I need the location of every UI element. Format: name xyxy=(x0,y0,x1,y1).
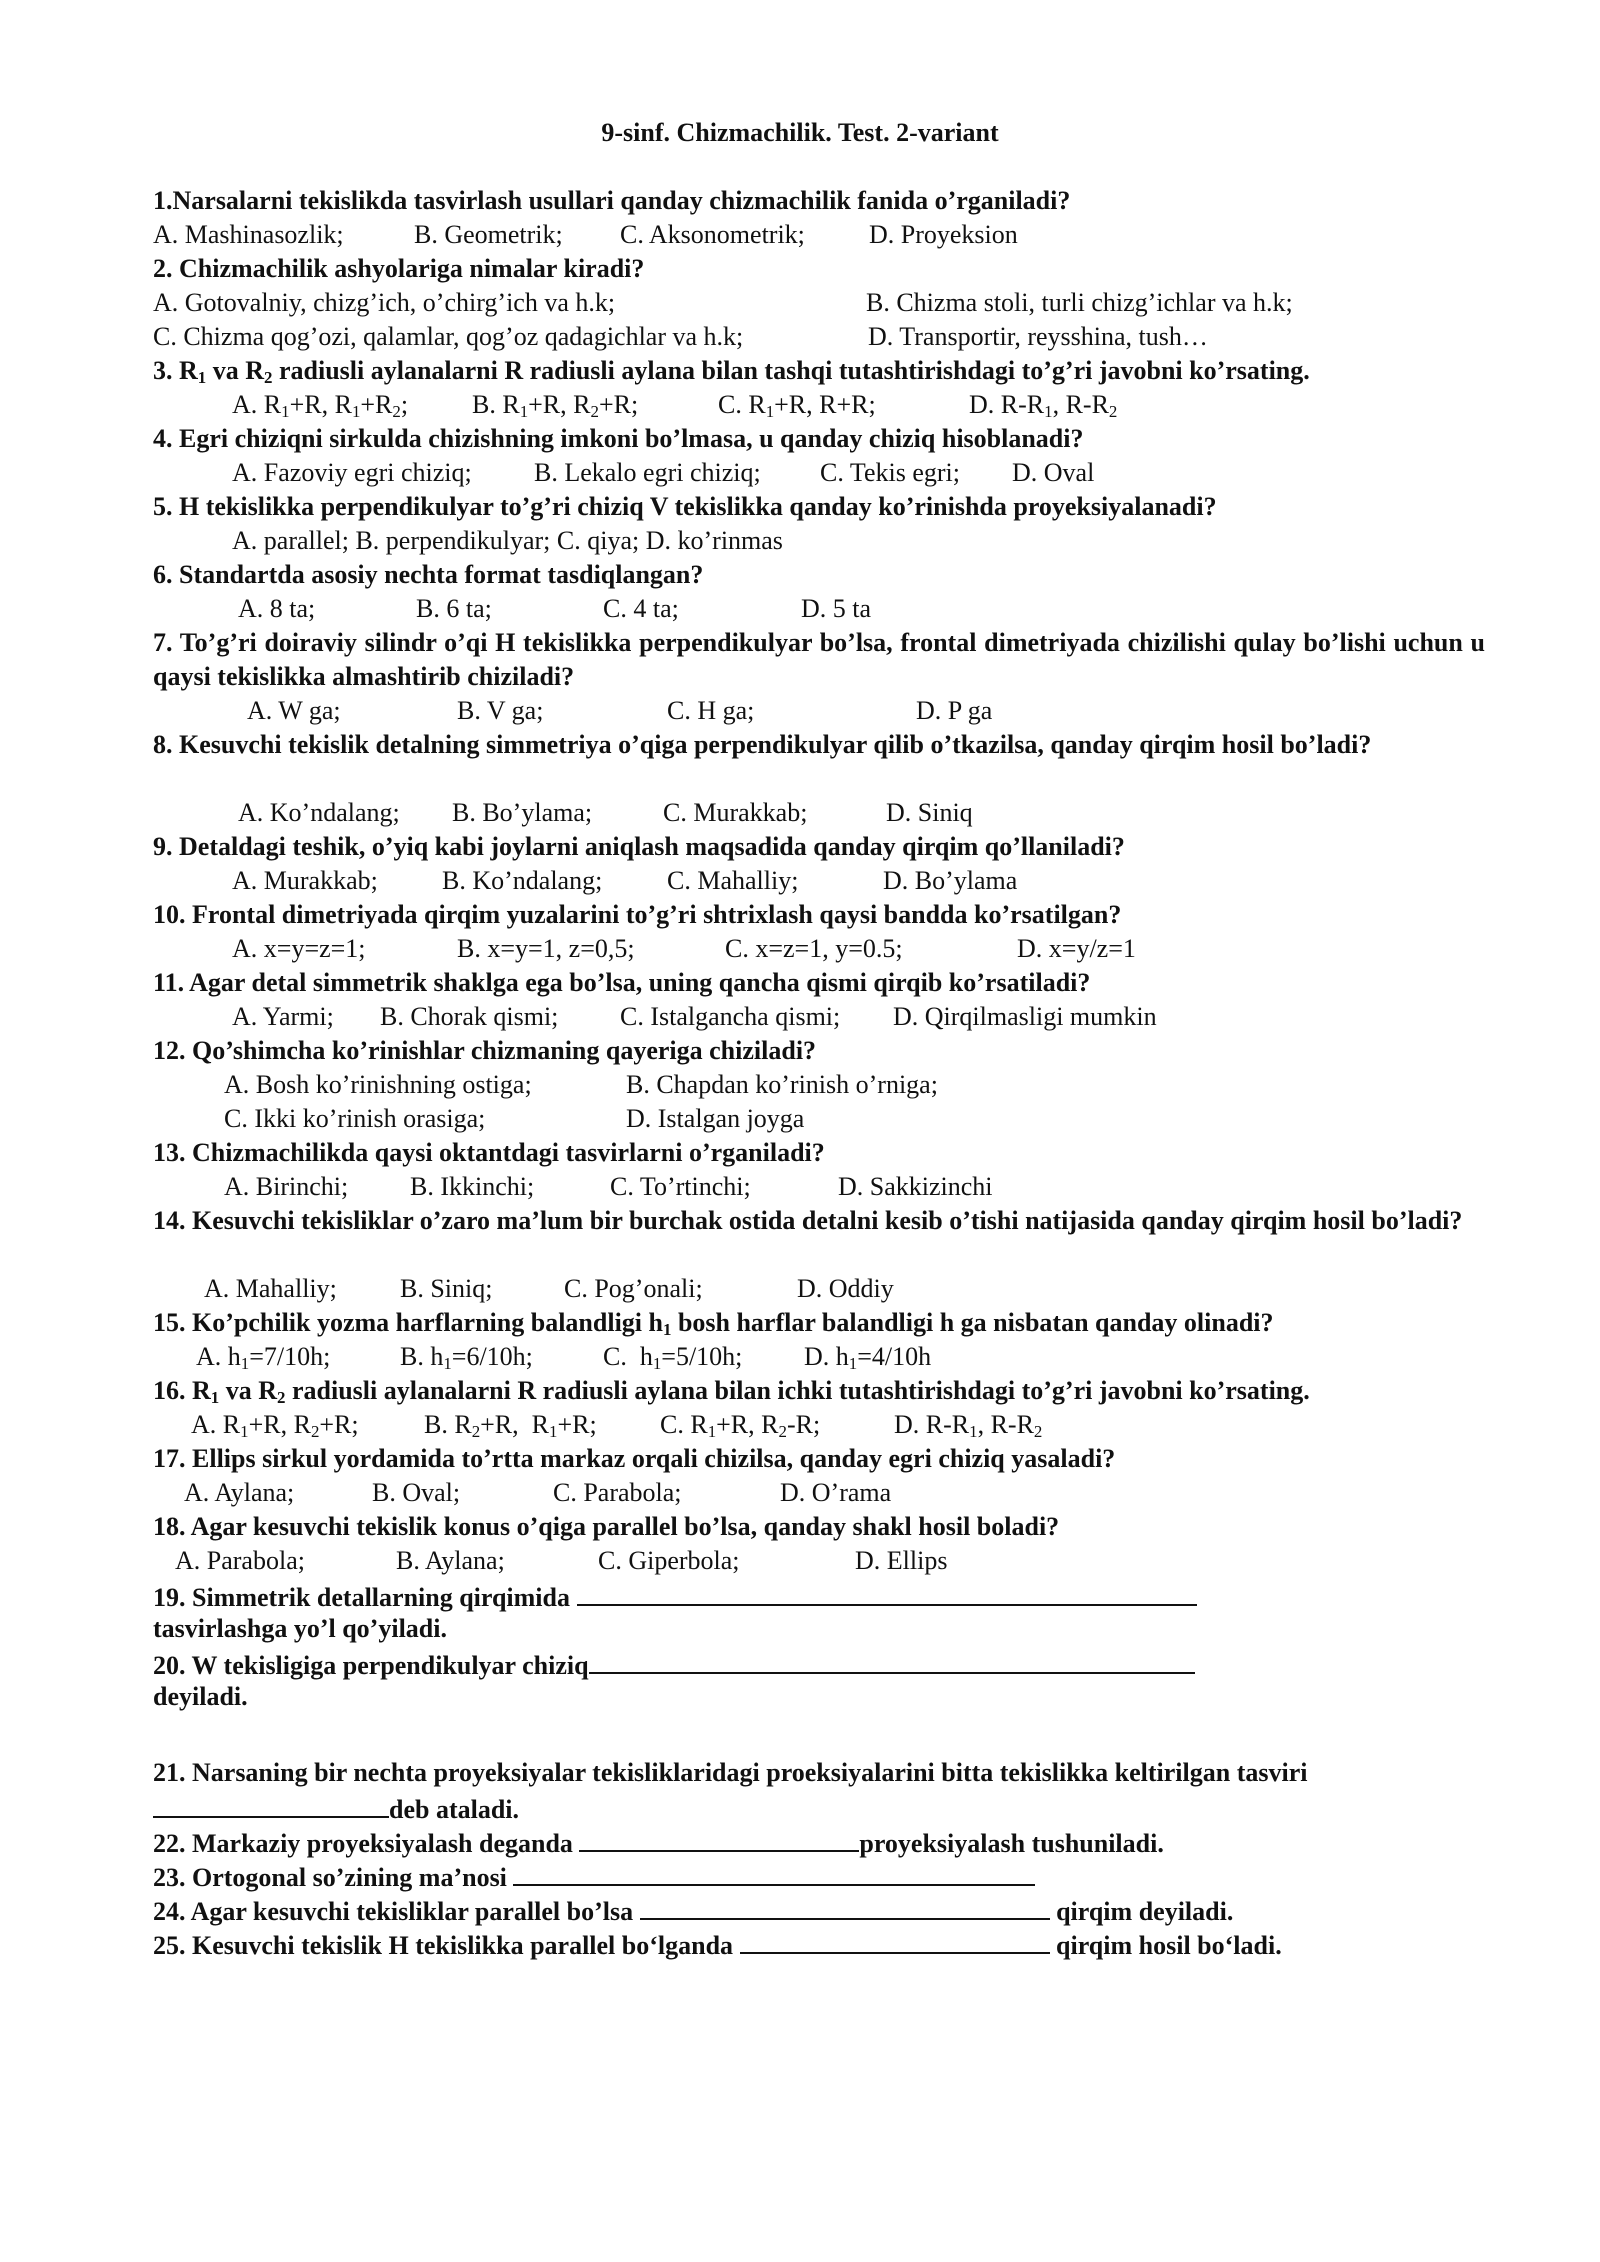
q1-option-d: D. Proyeksion xyxy=(869,220,1018,249)
q2-option-a: A. Gotovalniy, chizg’ich, o’chirg’ich va h.k; xyxy=(153,288,616,317)
q6-option-a: A. 8 ta; xyxy=(238,594,316,623)
q7-option-a: A. W ga; xyxy=(247,696,341,725)
question-16: 16. $R_1$ va $R_2$ radiusli aylanalarni R radiusli aylana bilan ichki tutashtirishdagi to’g’ri javobni ko’rsating. xyxy=(153,1376,1310,1408)
q17-option-c: C. Parabola; xyxy=(553,1478,682,1507)
question-23: 23. Ortogonal so’zining ma’nosi xyxy=(153,1858,1035,1895)
q9-option-d: D. Bo’ylama xyxy=(883,866,1018,895)
question-25: 25. Kesuvchi tekislik H tekislikka parallel bo‘lganda qirqim hosil bo‘ladi. xyxy=(153,1926,1282,1963)
q2-option-b: B. Chizma stoli, turli chizg’ichlar va h.k; xyxy=(866,288,1293,317)
question-7: 7. To’g’ri doiraviy silindr o’qi H tekislikka perpendikulyar bo’lsa, frontal dimetriyada chizilishi qulay bo’lishi uchun u qaysi tekislikka almashtirib chiziladi? xyxy=(153,628,1485,691)
answer-blank-22[interactable] xyxy=(579,1824,859,1852)
q11-option-c: C. Istalgancha qismi; xyxy=(620,1002,841,1031)
q15-option-c: C. $h_1=5/10h$; xyxy=(603,1342,743,1374)
q12-option-d: D. Istalgan joyga xyxy=(626,1104,805,1133)
question-14: 14. Kesuvchi tekisliklar o’zaro ma’lum bir burchak ostida detalni kesib o’tishi natijasida qanday qirqim hosil bo’ladi? xyxy=(153,1206,1463,1235)
q16-option-d: D. $R-R_1$, $R-R_2$ xyxy=(894,1410,1043,1442)
question-13: 13. Chizmachilikda qaysi oktantdagi tasvirlarni o’rganiladi? xyxy=(153,1138,825,1167)
answer-blank-25[interactable] xyxy=(740,1926,1050,1954)
page-title: 9-sinf. Chizmachilik. Test. 2-variant xyxy=(601,118,999,147)
q2-option-c: C. Chizma qog’ozi, qalamlar, qog’oz qadagichlar va h.k; xyxy=(153,322,744,351)
q3-option-a: A. $R_1+R$, $R_1+R_2$; xyxy=(232,390,409,422)
q9-option-a: A. Murakkab; xyxy=(232,866,378,895)
q4-option-b: B. Lekalo egri chiziq; xyxy=(534,458,761,487)
q4-option-c: C. Tekis egri; xyxy=(820,458,960,487)
question-21-cont: deb ataladi. xyxy=(153,1790,519,1827)
q7-option-c: C. H ga; xyxy=(667,696,755,725)
q17-option-a: A. Aylana; xyxy=(184,1478,295,1507)
q14-option-c: C. Pog’onali; xyxy=(564,1274,703,1303)
question-19-cont: tasvirlashga yo’l qo’yiladi. xyxy=(153,1614,447,1643)
question-8: 8. Kesuvchi tekislik detalning simmetriya o’qiga perpendikulyar qilib o’tkazilsa, qanday qirqim hosil bo’ladi? xyxy=(153,730,1372,759)
q4-option-a: A. Fazoviy egri chiziq; xyxy=(232,458,472,487)
q12-option-a: A. Bosh ko’rinishning ostiga; xyxy=(224,1070,532,1099)
answer-blank-24[interactable] xyxy=(640,1892,1050,1920)
answer-blank-23[interactable] xyxy=(513,1858,1035,1886)
question-11: 11. Agar detal simmetrik shaklga ega bo’lsa, uning qancha qismi qirqib ko’rsatiladi? xyxy=(153,968,1091,997)
q18-option-b: B. Aylana; xyxy=(396,1546,505,1575)
q11-option-b: B. Chorak qismi; xyxy=(380,1002,559,1031)
question-10: 10. Frontal dimetriyada qirqim yuzalarini to’g’ri shtrixlash qaysi bandda ko’rsatilgan? xyxy=(153,900,1122,929)
q15-option-a: A. $h_1=7/10h$; xyxy=(196,1342,331,1374)
q13-option-b: B. Ikkinchi; xyxy=(410,1172,535,1201)
q4-option-d: D. Oval xyxy=(1012,458,1095,487)
q6-option-c: C. 4 ta; xyxy=(603,594,679,623)
q13-option-a: A. Birinchi; xyxy=(224,1172,349,1201)
q8-option-c: C. Murakkab; xyxy=(663,798,808,827)
q13-option-c: C. To’rtinchi; xyxy=(610,1172,751,1201)
question-19: 19. Simmetrik detallarning qirqimida xyxy=(153,1578,1197,1615)
q10-option-d: D. x=y/z=1 xyxy=(1017,934,1136,963)
q3-option-c: C. $R_1+R$, R+R; xyxy=(718,390,876,422)
q6-option-d: D. 5 ta xyxy=(801,594,872,623)
question-20-cont: deyiladi. xyxy=(153,1682,248,1711)
answer-blank-19[interactable] xyxy=(577,1578,1197,1606)
q10-option-b: B. x=y=1, z=0,5; xyxy=(457,934,635,963)
question-4: 4. Egri chiziqni sirkulda chizishning imkoni bo’lmasa, u qanday chiziq hisoblanadi? xyxy=(153,424,1084,453)
q18-option-c: C. Giperbola; xyxy=(598,1546,740,1575)
answer-blank-21[interactable] xyxy=(153,1790,389,1818)
question-15: 15. Ko’pchilik yozma harflarning balandligi $h_1$ bosh harflar balandligi h ga nisbatan qanday olinadi? xyxy=(153,1308,1274,1340)
q1-option-c: C. Aksonometrik; xyxy=(620,220,805,249)
q3-option-d: D. $R-R_1$, $R-R_2$ xyxy=(969,390,1118,422)
q10-option-c: C. x=z=1, y=0.5; xyxy=(725,934,903,963)
q3-option-b: B. $R_1+R$, $R_2+R$; xyxy=(472,390,639,422)
q9-option-c: C. Mahalliy; xyxy=(667,866,799,895)
q18-option-a: A. Parabola; xyxy=(175,1546,305,1575)
q11-option-a: A. Yarmi; xyxy=(232,1002,334,1031)
q12-option-b: B. Chapdan ko’rinish o’rniga; xyxy=(626,1070,938,1099)
question-2: 2. Chizmachilik ashyolariga nimalar kiradi? xyxy=(153,254,645,283)
q17-option-d: D. O’rama xyxy=(780,1478,892,1507)
q14-option-b: B. Siniq; xyxy=(400,1274,493,1303)
q16-option-c: C. $R_1+R$, $R_2-R$; xyxy=(660,1410,821,1442)
question-6: 6. Standartda asosiy nechta format tasdiqlangan? xyxy=(153,560,704,589)
q10-option-a: A. x=y=z=1; xyxy=(232,934,366,963)
q13-option-d: D. Sakkizinchi xyxy=(838,1172,993,1201)
q8-option-b: B. Bo’ylama; xyxy=(452,798,593,827)
question-22: 22. Markaziy proyeksiyalash deganda proyeksiyalash tushuniladi. xyxy=(153,1824,1164,1861)
q16-option-a: A. $R_1+R$, $R_2+R$; xyxy=(191,1410,359,1442)
q1-option-a: A. Mashinasozlik; xyxy=(153,220,344,249)
question-17: 17. Ellips sirkul yordamida to’rtta markaz orqali chizilsa, qanday egri chiziq yasaladi? xyxy=(153,1444,1116,1473)
question-3: 3. $R_1$ va $R_2$ radiusli aylanalarni R radiusli aylana bilan tashqi tutashtirishdagi to’g’ri javobni ko’rsating. xyxy=(153,356,1310,388)
q11-option-d: D. Qirqilmasligi mumkin xyxy=(893,1002,1157,1031)
question-18: 18. Agar kesuvchi tekislik konus o’qiga parallel bo’lsa, qanday shakl hosil boladi? xyxy=(153,1512,1060,1541)
q9-option-b: B. Ko’ndalang; xyxy=(442,866,603,895)
q6-option-b: B. 6 ta; xyxy=(416,594,492,623)
q14-option-d: D. Oddiy xyxy=(797,1274,894,1303)
q8-option-d: D. Siniq xyxy=(886,798,973,827)
answer-blank-20[interactable] xyxy=(589,1646,1195,1674)
q15-option-b: B. $h_1=6/10h$; xyxy=(400,1342,533,1374)
q18-option-d: D. Ellips xyxy=(855,1546,948,1575)
q2-option-d: D. Transportir, reysshina, tush… xyxy=(868,322,1208,351)
q7-option-d: D. P ga xyxy=(916,696,993,725)
question-5: 5. H tekislikka perpendikulyar to’g’ri chiziq V tekislikka qanday ko’rinishda proyeksiyalanadi? xyxy=(153,492,1217,521)
q14-option-a: A. Mahalliy; xyxy=(204,1274,337,1303)
q12-option-c: C. Ikki ko’rinish orasiga; xyxy=(224,1104,486,1133)
q1-option-b: B. Geometrik; xyxy=(414,220,563,249)
question-12: 12. Qo’shimcha ko’rinishlar chizmaning qayeriga chiziladi? xyxy=(153,1036,817,1065)
q16-option-b: B. $R_2+R$, $R_1+R$; xyxy=(424,1410,597,1442)
q7-option-b: B. V ga; xyxy=(457,696,544,725)
question-24: 24. Agar kesuvchi tekisliklar parallel bo’lsa qirqim deyiladi. xyxy=(153,1892,1233,1929)
question-21: 21. Narsaning bir nechta proyeksiyalar tekisliklaridagi proeksiyalarini bitta tekislikka keltirilgan tasviri xyxy=(153,1758,1308,1787)
q5-options: A. parallel; B. perpendikulyar; C. qiya; D. ko’rinmas xyxy=(232,526,783,555)
question-9: 9. Detaldagi teshik, o’yiq kabi joylarni aniqlash maqsadida qanday qirqim qo’llaniladi? xyxy=(153,832,1125,861)
question-20: 20. W tekisligiga perpendikulyar chiziq xyxy=(153,1646,1195,1683)
q8-option-a: A. Ko’ndalang; xyxy=(238,798,400,827)
q17-option-b: B. Oval; xyxy=(372,1478,461,1507)
q15-option-d: D. $h_1=4/10h$ xyxy=(804,1342,932,1374)
question-1: 1.Narsalarni tekislikda tasvirlash usullari qanday chizmachilik fanida o’rganiladi? xyxy=(153,186,1071,215)
